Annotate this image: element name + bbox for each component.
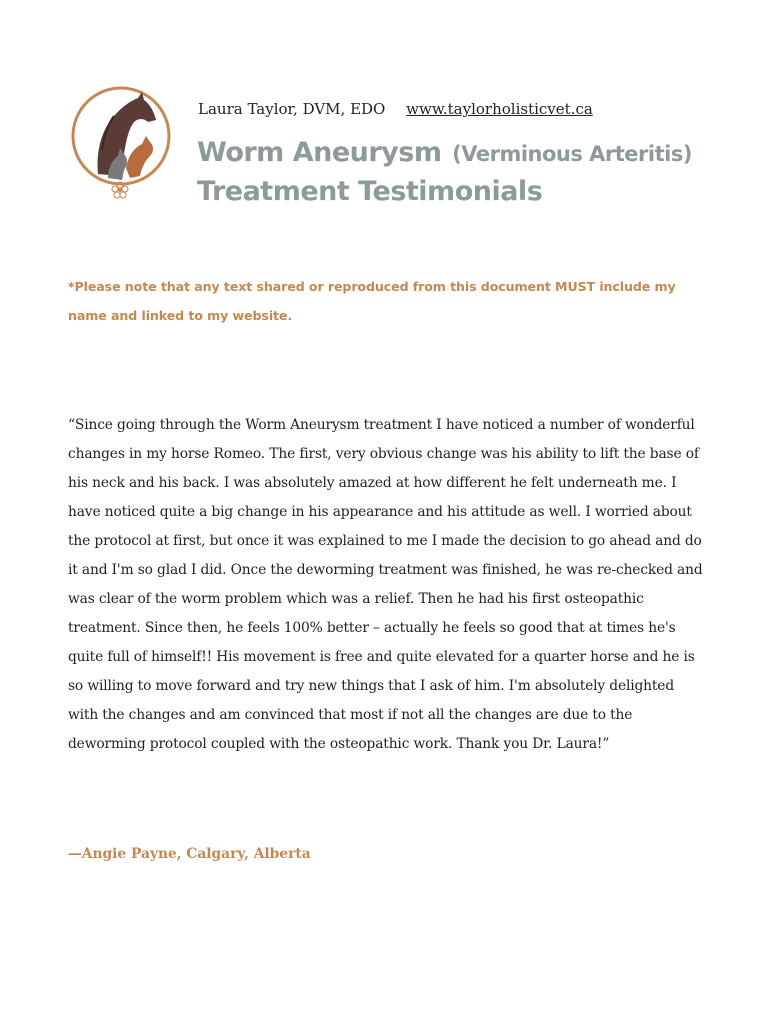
website-link[interactable]: www.taylorholisticvet.ca xyxy=(406,100,593,118)
author-line xyxy=(198,100,593,118)
title-sub: (Verminous Arteritis) xyxy=(452,142,692,166)
page-title xyxy=(197,132,692,210)
testimonial-quote: “Since going through the Worm Aneurysm treatment I have noticed a number of wonderful changes in my horse Romeo. The first, very obvious change was his ability to lift the base of his neck and his back. I was absolutely amazed at how different he felt underneath me. I have noticed quite a big change in his appearance and his attitude as well. I worried about the protocol at first, but once it was explained to me I made the decision to go ahead and do it and I'm so glad I did. Once the deworming treatment was finished, he was re-checked and was clear of the worm problem which was a relief. Then he had his first osteopathic treatment. Since then, he feels 100% better – actually he feels so good that at times he's quite full of himself!! His movement is free and quite elevated for a quarter horse and he is so willing to move forward and try new things that I ask of him. I'm absolutely delighted with the changes and am convinced that most if not all the changes are due to the deworming protocol coupled with the osteopathic work. Thank you Dr. Laura!” xyxy=(68,417,703,752)
author-name: Laura Taylor, DVM, EDO xyxy=(198,100,386,118)
title-line2: Treatment Testimonials xyxy=(197,176,543,207)
logo xyxy=(68,84,178,200)
title-main: Worm Aneurysm xyxy=(197,137,442,168)
testimonial-attribution: —Angie Payne, Calgary, Alberta xyxy=(68,846,311,862)
copyright-note: *Please note that any text shared or reproduced from this document MUST include my name and linked to my website. xyxy=(68,279,676,323)
horse-dog-cat-logo-icon xyxy=(68,84,178,200)
